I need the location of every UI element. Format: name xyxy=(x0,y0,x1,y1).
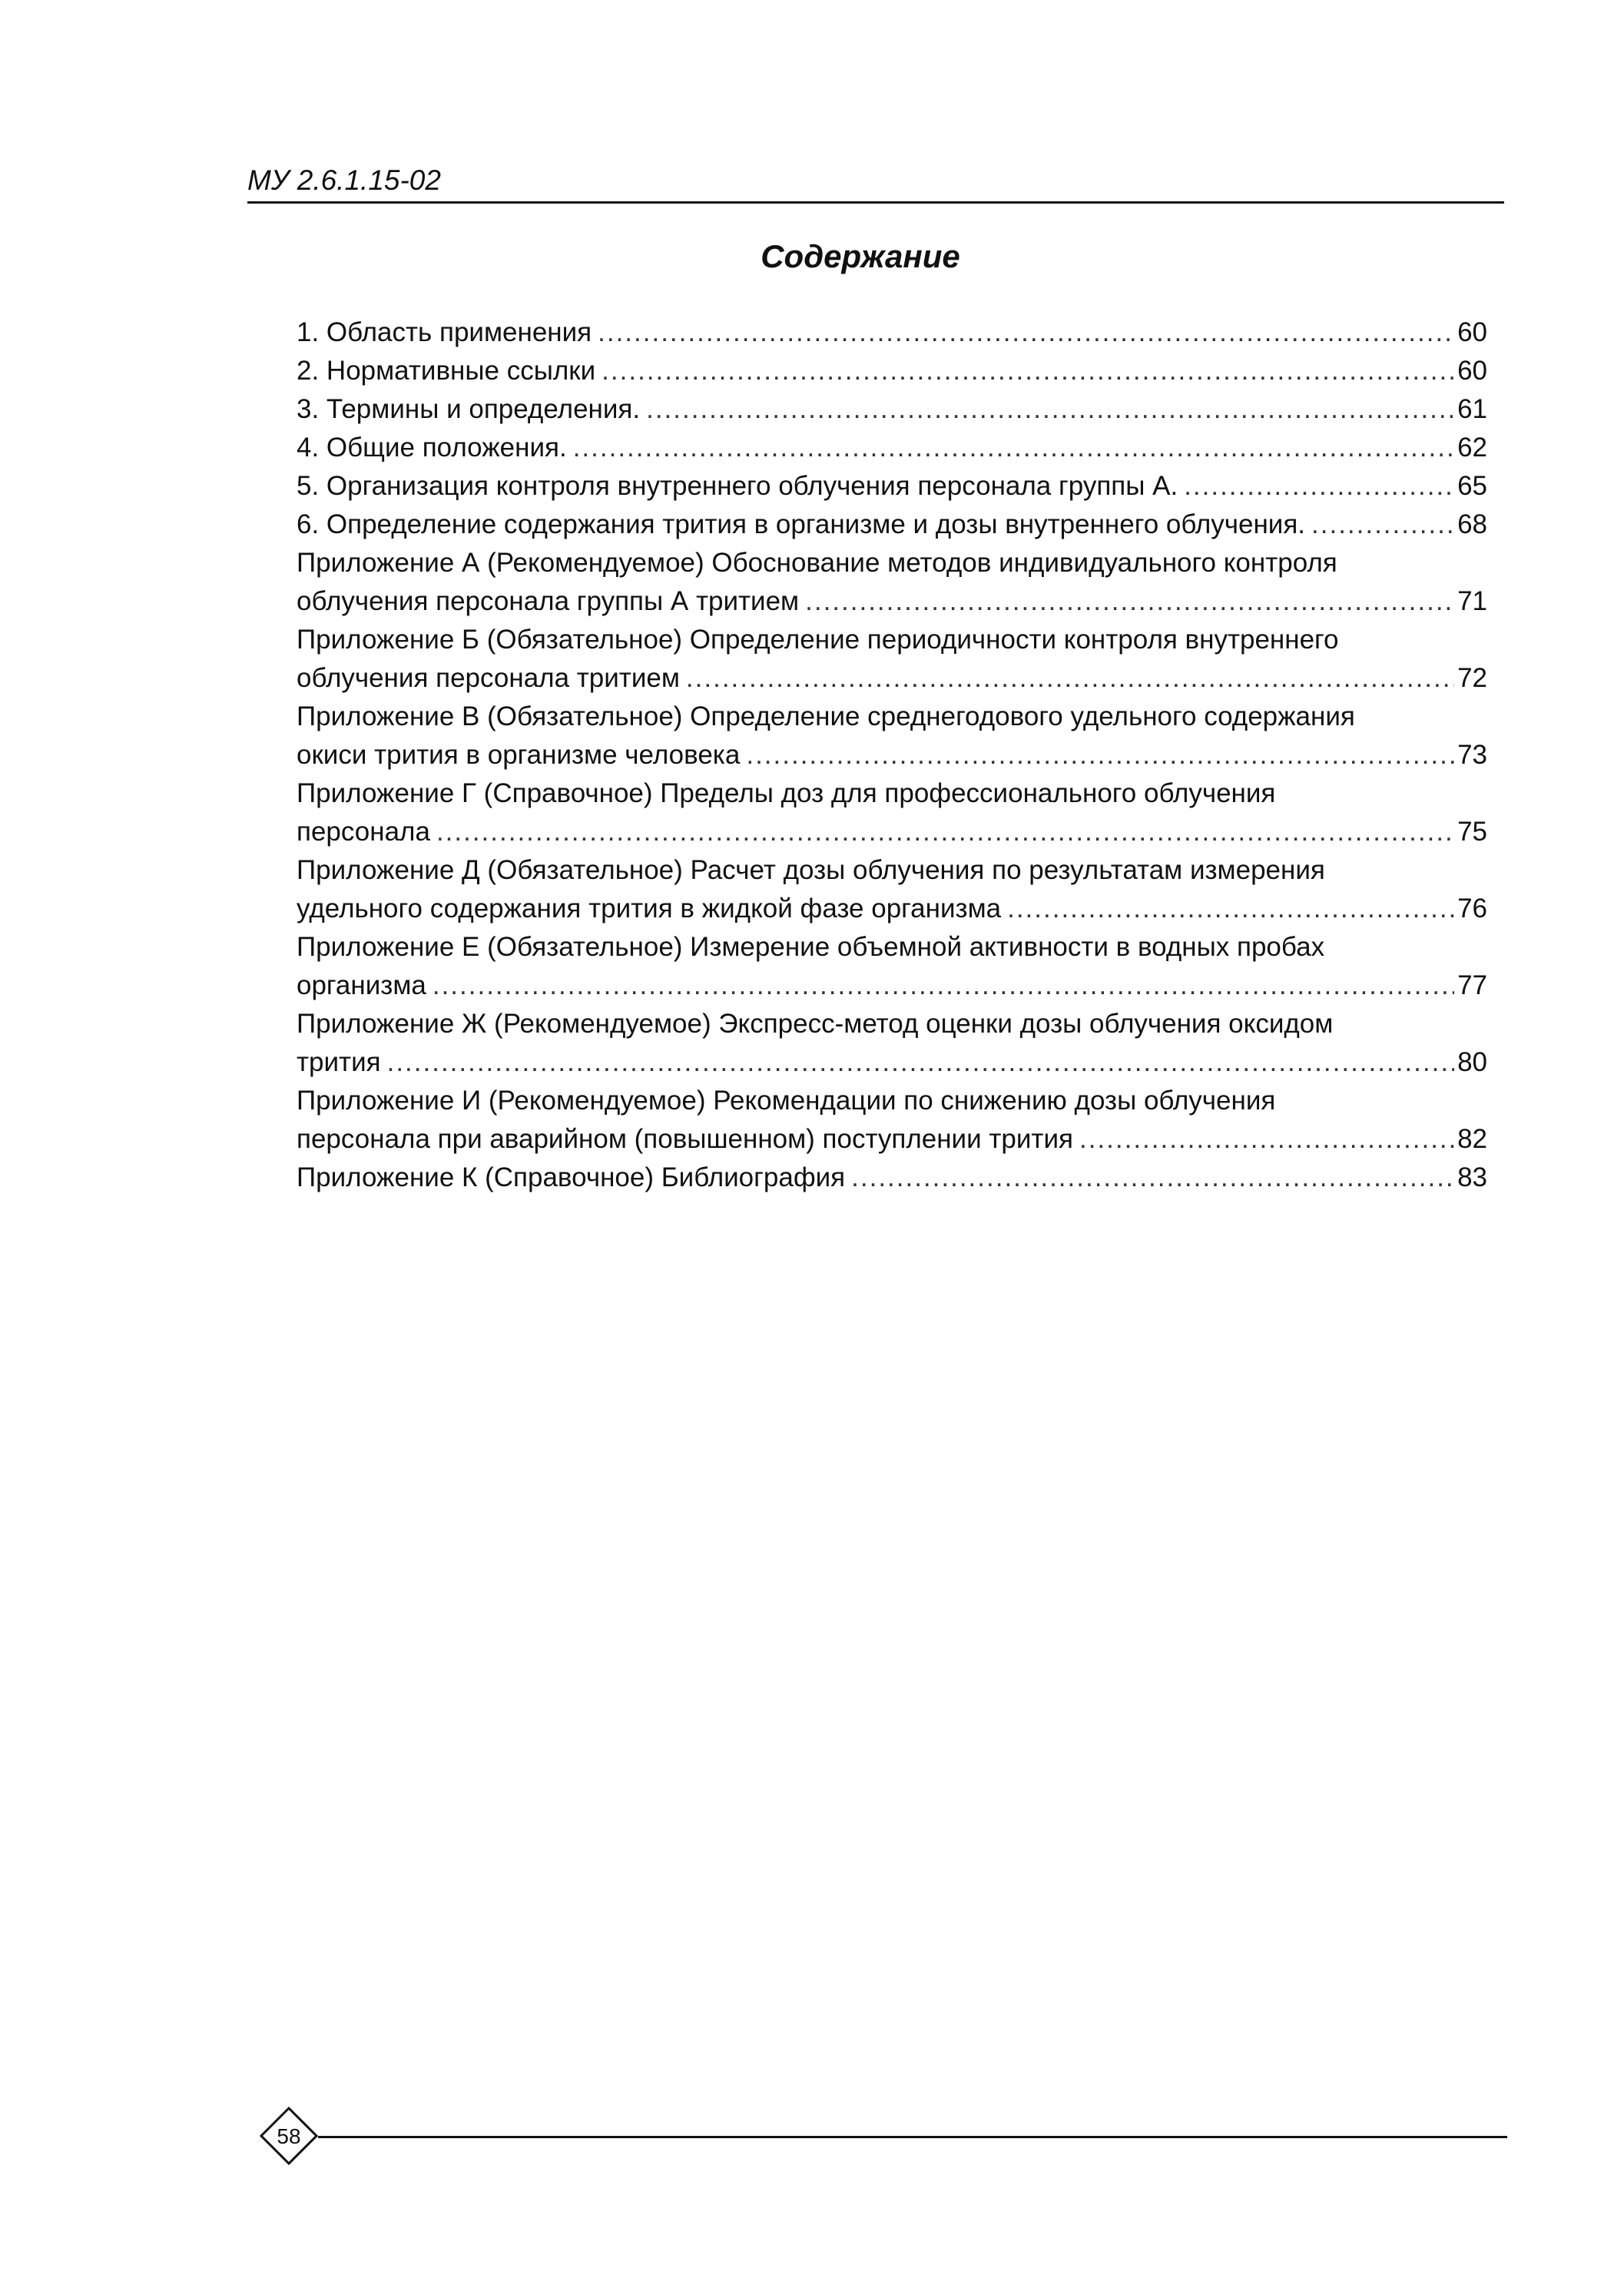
header-rule xyxy=(247,201,1504,204)
toc-entry[interactable] xyxy=(297,313,1487,352)
toc-page-number: 60 xyxy=(1457,356,1487,386)
dot-leader xyxy=(598,313,1454,352)
toc-page-number: 76 xyxy=(1457,894,1487,923)
toc-page-number: 80 xyxy=(1457,1047,1487,1077)
toc-entry[interactable] xyxy=(297,506,1487,544)
dot-leader xyxy=(573,429,1454,467)
toc-entry-title-line: облучения персонала группы А тритием xyxy=(297,586,800,616)
toc-entry[interactable] xyxy=(297,429,1487,467)
toc-entry-title-line: Приложение Д (Обязательное) Расчет дозы облучения по результатам измерения xyxy=(297,855,1325,885)
toc-page-number: 71 xyxy=(1457,586,1487,616)
footer-rule xyxy=(318,2136,1507,2138)
toc-page-number: 73 xyxy=(1457,740,1487,770)
toc-entry-title-line: организма xyxy=(297,970,426,1000)
dot-leader xyxy=(686,659,1454,698)
toc-entry[interactable] xyxy=(297,928,1487,1005)
toc-entry-title-line: трития xyxy=(297,1047,381,1077)
toc-entry[interactable] xyxy=(297,774,1487,851)
toc-entry-title-line: 3. Термины и определения. xyxy=(297,394,641,424)
toc-entry-title-line: Приложение А (Рекомендуемое) Обоснование методов индивидуального контроля xyxy=(297,548,1337,578)
toc-entry[interactable] xyxy=(297,1082,1487,1159)
page-number: 58 xyxy=(277,2124,301,2148)
toc-title: Содержание xyxy=(761,238,960,274)
toc-entry-title-line: облучения персонала тритием xyxy=(297,663,680,693)
toc-page-number: 77 xyxy=(1457,970,1487,1000)
dot-leader xyxy=(851,1159,1454,1197)
toc-entry-title-line: Приложение Г (Справочное) Пределы доз для профессионального облучения xyxy=(297,778,1276,808)
dot-leader xyxy=(1007,890,1454,928)
toc-entry-title-line: Приложение Ж (Рекомендуемое) Экспресс-метод оценки дозы облучения оксидом xyxy=(297,1009,1334,1039)
toc-entry[interactable] xyxy=(297,698,1487,774)
toc-entry-title-line: Приложение Е (Обязательное) Измерение объемной активности в водных пробах xyxy=(297,932,1325,962)
toc-entry-title-line: 2. Нормативные ссылки xyxy=(297,356,596,386)
toc-entry-title-line: 5. Организация контроля внутреннего облучения персонала группы А. xyxy=(297,471,1178,501)
toc-entry[interactable] xyxy=(297,544,1487,621)
dot-leader xyxy=(387,1043,1454,1082)
toc-entry-title-line: 4. Общие положения. xyxy=(297,433,567,463)
dot-leader xyxy=(602,352,1454,390)
toc-page-number: 75 xyxy=(1457,817,1487,847)
dot-leader xyxy=(1079,1120,1454,1159)
toc-entry-title-line: 1. Область применения xyxy=(297,317,592,347)
toc-page-number: 61 xyxy=(1457,394,1487,424)
toc-entry-title-line: 6. Определение содержания трития в организме и дозы внутреннего облучения. xyxy=(297,509,1306,539)
toc-entry-title-line: персонала при аварийном (повышенном) поступлении трития xyxy=(297,1124,1073,1154)
toc-page-number: 62 xyxy=(1457,433,1487,463)
toc-entry[interactable] xyxy=(297,621,1487,698)
dot-leader xyxy=(1184,467,1454,506)
dot-leader xyxy=(436,813,1454,851)
toc-entry-title-line: окиси трития в организме человека xyxy=(297,740,741,770)
toc-entry-title-line: Приложение И (Рекомендуемое) Рекомендации по снижению дозы облучения xyxy=(297,1086,1276,1116)
dot-leader xyxy=(1311,506,1454,544)
dot-leader xyxy=(433,967,1454,1005)
toc-page-number: 68 xyxy=(1457,509,1487,539)
table-of-contents xyxy=(297,313,1487,1197)
toc-entry-title-line: Приложение К (Справочное) Библиография xyxy=(297,1162,846,1192)
toc-entry-title-line: удельного содержания трития в жидкой фазе организма xyxy=(297,894,1002,923)
toc-page-number: 60 xyxy=(1457,317,1487,347)
toc-entry[interactable] xyxy=(297,1159,1487,1197)
dot-leader xyxy=(805,582,1454,621)
toc-entry[interactable] xyxy=(297,851,1487,928)
dot-leader xyxy=(746,736,1454,774)
toc-entry-title-line: Приложение Б (Обязательное) Определение периодичности контроля внутреннего xyxy=(297,625,1339,655)
toc-page-number: 65 xyxy=(1457,471,1487,501)
toc-entry-title-line: персонала xyxy=(297,817,430,847)
toc-entry[interactable] xyxy=(297,1005,1487,1082)
toc-entry-title-line: Приложение В (Обязательное) Определение среднегодового удельного содержания xyxy=(297,701,1355,731)
toc-entry[interactable] xyxy=(297,352,1487,390)
toc-page-number: 83 xyxy=(1457,1162,1487,1192)
dot-leader xyxy=(646,390,1454,429)
toc-entry[interactable] xyxy=(297,390,1487,429)
toc-page-number: 72 xyxy=(1457,663,1487,693)
toc-page-number: 82 xyxy=(1457,1124,1487,1154)
document-code: МУ 2.6.1.15-02 xyxy=(247,164,441,196)
toc-entry[interactable] xyxy=(297,467,1487,506)
page-number-badge xyxy=(258,2105,320,2167)
